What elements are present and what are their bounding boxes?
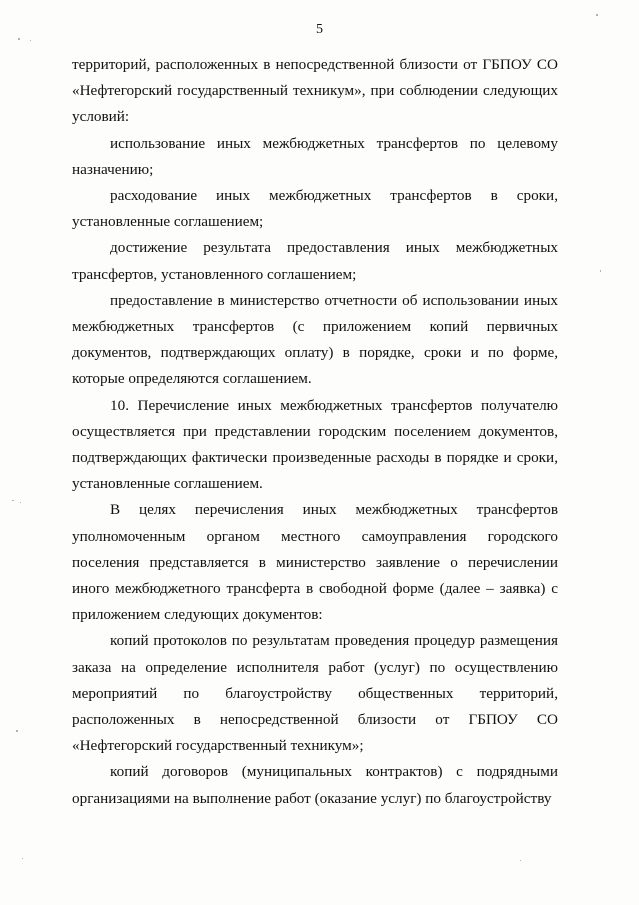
paragraph-reporting: предоставление в министерство отчетности об использовании иных межбюджетных трансфертов (с приложением копий первичных документов, подтверждающих оплату) в порядке, сроки и по форме, которые определяются соглашением. xyxy=(72,291,558,388)
scan-speck xyxy=(20,502,21,503)
document-body xyxy=(72,52,558,812)
scan-speck xyxy=(18,38,20,40)
paragraph-protocol-copies: копий протоколов по результатам проведения процедур размещения заказа на определение исполнителя работ (услуг) по осуществлению мероприятий по благоустройству общественных территорий, расположенных в непосредственной близости от ГБПОУ СО «Нефтегорский государственный техникум»; xyxy=(72,632,558,755)
paragraph-contract-copies: копий договоров (муниципальных контрактов) с подрядными организациями на выполнение работ (оказание услуг) по благоустройству xyxy=(72,763,558,807)
paragraph-item-10-transfer: 10. Перечисление иных межбюджетных трансфертов получателю осуществляется при представлении городским поселением документов, подтверждающих фактически произведенные расходы в порядке и сроки, установленные соглашением. xyxy=(72,396,558,493)
paragraph-territories-conditions: территорий, расположенных в непосредственной близости от ГБПОУ СО «Нефтегорский государственный техникум», при соблюдении следующих условий: xyxy=(72,56,558,126)
scan-speck xyxy=(16,730,18,732)
paragraph-spending-deadlines: расходование иных межбюджетных трансфертов в сроки, установленные соглашением; xyxy=(72,187,558,231)
paragraph-application: В целях перечисления иных межбюджетных трансфертов уполномоченным органом местного самоуправления городского поселения представляется в министерство заявление о перечислении иного межбюджетного трансферта в свободной форме (далее – заявка) с приложением следующих документов: xyxy=(72,501,558,624)
scan-speck xyxy=(22,858,23,859)
paragraph-result-achievement: достижение результата предоставления иных межбюджетных трансфертов, установленного соглашением; xyxy=(72,239,558,283)
scan-speck xyxy=(30,40,31,41)
scan-speck xyxy=(12,500,14,501)
scan-speck xyxy=(520,860,521,861)
page-number: 5 xyxy=(316,22,323,37)
paragraph-target-use: использование иных межбюджетных трансфертов по целевому назначению; xyxy=(72,134,558,178)
scan-speck xyxy=(596,14,598,16)
scan-speck xyxy=(600,270,601,272)
